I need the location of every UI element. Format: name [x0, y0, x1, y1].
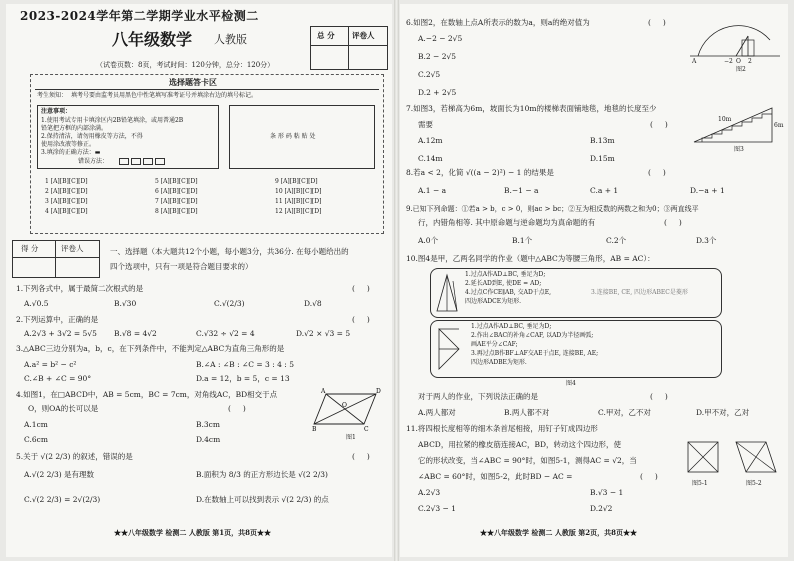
- option-b: B.3cm: [196, 420, 220, 429]
- answer-item[interactable]: 8 [A][B][C][D]: [155, 208, 198, 215]
- barcode-area: [229, 105, 375, 169]
- option-d: D.√8: [304, 299, 322, 308]
- total-score-label: 总 分: [317, 31, 335, 40]
- answer-row: [155, 208, 198, 215]
- answer-card: [30, 74, 384, 234]
- section-title-line2: 四个选项中，只有一项是符合题目要求的）: [110, 262, 253, 271]
- option-b: B.1个: [512, 236, 533, 245]
- option-b: B.√8 = 4√2: [114, 329, 157, 338]
- subject-title: 八年级数学: [112, 30, 193, 49]
- option-c: C.甲对，乙不对: [598, 408, 651, 417]
- answer-row: [275, 188, 321, 195]
- section-score-label: 得 分: [21, 244, 39, 253]
- answer-paren[interactable]: ( ): [664, 218, 682, 227]
- option-c: C.√(2 2/3) = 2√(2/3): [24, 495, 101, 504]
- option-d: D.−a + 1: [690, 186, 725, 195]
- figure-caption: 图5-1: [692, 480, 708, 487]
- jia-step: 4.过点C作CE∥AB, 交AD于点E,: [465, 289, 552, 296]
- answer-row: [155, 198, 198, 205]
- wrong-example-marks: [118, 158, 166, 165]
- svg-text:O: O: [342, 402, 347, 409]
- option-d: D.3个: [696, 236, 717, 245]
- answer-card-title: 选择题答卡区: [169, 77, 217, 87]
- section-score-box: [12, 240, 100, 278]
- yi-step: 1.过点A作AD⊥BC, 垂足为D;: [471, 323, 552, 330]
- height-label: 6m: [774, 122, 784, 129]
- answer-item[interactable]: 6 [A][B][C][D]: [155, 188, 198, 195]
- answer-item[interactable]: 5 [A][B][C][D]: [155, 178, 198, 185]
- option-c: C.∠B + ∠C = 90°: [24, 374, 92, 383]
- question-stem: 5.关于 √(2 2/3) 的叙述，错误的是: [16, 452, 133, 461]
- question-stem-line2: 需要: [418, 120, 433, 129]
- option-c: C.2√5: [418, 70, 441, 79]
- yi-step: 画AE平分∠CAF;: [471, 341, 518, 348]
- yi-step: 3.再过点B作BF⊥AF交AE于点E, 连接BE, AE;: [471, 350, 599, 357]
- answer-item[interactable]: 2 [A][B][C][D]: [45, 188, 88, 195]
- option-d: D.4cm: [196, 435, 221, 444]
- jia-step: 2.延长AD到E, 使DE = AD;: [465, 280, 542, 287]
- page-fold: [394, 0, 399, 561]
- section-title: 一、选择题（本大题共12个小题，每小题3分，共36分. 在每小题给出的: [110, 247, 349, 256]
- answer-row: [45, 198, 88, 205]
- option-d: D.a = 12，b = 5，c = 13: [196, 374, 290, 383]
- cautions-box: [37, 105, 219, 169]
- option-a: A.a² = b² − c²: [24, 360, 77, 369]
- answer-paren[interactable]: ( ): [648, 168, 666, 177]
- question-stem: 3.△ABC三边分别为a，b，c，在下列条件中，不能判定△ABC为直角三角形的是: [16, 344, 285, 353]
- question-stem: 7.如图3，若梯高为6m，坡面长为10m的楼梯表面铺地毯，地毯的长度至少: [406, 104, 657, 113]
- svg-text:A: A: [321, 388, 326, 395]
- axis-label: −2: [724, 58, 733, 65]
- answer-item[interactable]: 10 [A][B][C][D]: [275, 188, 322, 195]
- question-stem: 4.如图1，在□ABCD中，AB = 5cm，BC = 7cm，对角线AC，BD相交于点: [16, 390, 278, 399]
- figure-caption: 图3: [734, 146, 744, 153]
- option-b: B.13m: [590, 136, 615, 145]
- answer-item[interactable]: 4 [A][B][C][D]: [45, 208, 88, 215]
- question-stem: 11.将四根长度相等的细木条首尾相接，用钉子钉成四边形: [406, 424, 598, 433]
- jia-homework-box: [430, 268, 722, 318]
- question-stem: 1.下列各式中，属于最简二次根式的是: [16, 284, 144, 293]
- caution-line: 1.使用考试专用卡填涂区内2B铅笔填涂，或用普通2B: [41, 117, 184, 124]
- question-stem-line3: 它的形状改变，当∠ABC = 90°时，如图5-1，测得AC = √2，当: [418, 456, 637, 465]
- cautions-title: 注意事项：: [41, 108, 72, 115]
- answer-item[interactable]: 11 [A][B][C][D]: [275, 198, 322, 205]
- question-stem-line2: O，则OA的长可以是: [28, 404, 99, 413]
- option-a: A.√(2 2/3) 是有理数: [24, 470, 95, 479]
- answer-item[interactable]: 1 [A][B][C][D]: [45, 178, 88, 185]
- score-box: [310, 26, 388, 70]
- figure-caption: 图5-2: [746, 480, 762, 487]
- question-stem: 6.如图2，在数轴上点A所表示的数为a，则a的绝对值为: [406, 18, 590, 27]
- option-c: C.a + 1: [590, 186, 619, 195]
- notice-label: 考生须知：: [37, 92, 68, 99]
- exam-page-2: [400, 4, 788, 557]
- option-a: A.−2 − 2√5: [418, 34, 463, 43]
- option-a: A.1cm: [24, 420, 48, 429]
- caution-line: 2.保持清洁，请勿用橡皮等方法，不得: [41, 133, 143, 140]
- axis-label: O: [736, 58, 741, 65]
- option-b: B.两人都不对: [504, 408, 550, 417]
- answer-row: [155, 178, 198, 185]
- option-c: C.√(2/3): [214, 299, 245, 308]
- answer-paren[interactable]: ( ): [640, 472, 658, 481]
- axis-label: 2: [748, 58, 752, 65]
- svg-text:D: D: [376, 388, 381, 395]
- option-b: B.√30: [114, 299, 137, 308]
- figure-caption: 图2: [736, 66, 746, 73]
- staircase-figure: [692, 104, 782, 146]
- answer-row: [275, 198, 321, 205]
- option-d: D.2√2: [590, 504, 613, 513]
- option-b: B.面积为 8/3 的正方形边长是 √(2 2/3): [196, 470, 328, 479]
- option-b: B.2 − 2√5: [418, 52, 457, 61]
- answer-row: [275, 208, 321, 215]
- page-header-title: 2023-2024学年第二学期学业水平检测二: [20, 9, 259, 23]
- question-stem: 2.下列运算中，正确的是: [16, 315, 99, 324]
- jia-step-faded: 3.连接BE, CE, 四边形ABEC是菱形: [591, 289, 688, 296]
- jia-step: 1.过点A作AD⊥BC, 垂足为D;: [465, 271, 546, 278]
- answer-row: [155, 188, 198, 195]
- answer-item[interactable]: 12 [A][B][C][D]: [275, 208, 322, 215]
- parallelogram-figure: [312, 390, 382, 434]
- option-a: A.√0.5: [24, 299, 49, 308]
- option-a: A.2√3 + 3√2 = 5√5: [24, 329, 97, 338]
- svg-text:C: C: [364, 426, 369, 433]
- figure-caption: 图4: [566, 380, 576, 387]
- caution-line: 3.填涂的正确方法：▬: [41, 149, 101, 156]
- exam-page-1: [6, 4, 392, 557]
- answer-paren[interactable]: ( ): [228, 404, 246, 413]
- option-d: D.甲不对，乙对: [696, 408, 750, 417]
- answer-row: [45, 188, 88, 195]
- answer-row: [275, 178, 318, 185]
- answer-item[interactable]: 3 [A][B][C][D]: [45, 198, 88, 205]
- option-a: A.1 − a: [418, 186, 447, 195]
- grader-label: 评卷人: [352, 31, 375, 40]
- question-stem: 10.图4是甲，乙两名同学的作业（题中△ABC为等腰三角形，AB = AC）：: [406, 254, 655, 263]
- question-stem: 9.已知下列命题：①若a > b，c > 0，则ac > bc；②互为相反数的两数之和为0；③两直线平: [406, 205, 699, 213]
- option-b: B.∠A : ∠B : ∠C = 3 : 4 : 5: [196, 360, 294, 369]
- jia-triangle-figure: [435, 273, 459, 313]
- answer-paren[interactable]: ( ): [650, 120, 668, 129]
- question-stem-line2: 行，内错角相等. 其中原命题与逆命题均为真命题的有: [418, 218, 596, 227]
- caution-line: 铅笔把方框的内部涂满。: [41, 125, 108, 132]
- question-line: 对于两人的作业，下列说法正确的是: [418, 392, 538, 401]
- option-c: C.2√3 − 1: [418, 504, 457, 513]
- answer-item[interactable]: 7 [A][B][C][D]: [155, 198, 198, 205]
- yi-triangle-figure: [435, 327, 465, 371]
- section-grader-label: 评卷人: [61, 244, 84, 253]
- answer-paren[interactable]: ( ): [650, 392, 668, 401]
- option-d: D.15m: [590, 154, 615, 163]
- question-stem-line2: ABCD，用拉紧的橡皮筋连接AC，BD，转动这个四边形，使: [418, 440, 621, 449]
- option-d: D.2 + 2√5: [418, 88, 457, 97]
- yi-homework-box: [430, 320, 722, 378]
- option-d: D.√2 × √3 = 5: [296, 329, 351, 338]
- question-stem: 8.若a < 2，化简 √((a − 2)²) − 1 的结果是: [406, 168, 554, 177]
- option-b: B.√3 − 1: [590, 488, 624, 497]
- yi-step: 2.作出∠BAC的补角∠CAF, 以AD为半径画弧;: [471, 332, 594, 339]
- answer-row: [45, 208, 88, 215]
- answer-paren[interactable]: ( ): [352, 452, 370, 461]
- answer-paren[interactable]: ( ): [352, 284, 370, 293]
- option-c: C.14m: [418, 154, 443, 163]
- answer-paren[interactable]: ( ): [352, 315, 370, 324]
- jia-step: 四边形ADCE为矩形.: [465, 298, 522, 305]
- answer-item[interactable]: 9 [A][B][C][D]: [275, 178, 318, 185]
- axis-label: A: [692, 58, 697, 65]
- option-a: A.两人都对: [418, 408, 456, 417]
- page-footer: ★★八年级数学 检测二 人教版 第2页，共8页★★: [480, 528, 638, 537]
- caution-line: 使用涂改液等修正。: [41, 141, 96, 148]
- edition-label: 人教版: [214, 33, 247, 46]
- option-b: B.−1 − a: [504, 186, 539, 195]
- barcode-label: 条 形 码 粘 贴 处: [270, 133, 316, 140]
- rhombus-figure: [732, 438, 782, 476]
- option-d: D.在数轴上可以找到表示 √(2 2/3) 的点: [196, 495, 329, 504]
- notice-text: 填考号要由监考员用黑色中性笔填写准考证号并填涂右边的填号标记。: [71, 92, 258, 99]
- option-c: C.2个: [606, 236, 627, 245]
- answer-row: [45, 178, 88, 185]
- option-a: A.2√3: [418, 488, 441, 497]
- option-a: A.12m: [418, 136, 443, 145]
- svg-text:B: B: [312, 426, 317, 433]
- page-footer: ★★八年级数学 检测二 人教版 第1页，共8页★★: [114, 528, 272, 537]
- option-c: C.√32 ÷ √2 = 4: [196, 329, 255, 338]
- slope-length-label: 10m: [718, 116, 732, 123]
- question-stem-line4: ∠ABC = 60°时，如图5-2，此时BD − AC =: [418, 472, 573, 481]
- wrong-example-label: 错误方法：: [78, 158, 109, 165]
- yi-step: 四边形ADBE为矩形.: [471, 359, 527, 366]
- exam-info: （试卷页数：8页，考试时间：120分钟，总分：120分）: [96, 61, 275, 69]
- option-c: C.6cm: [24, 435, 48, 444]
- square-figure: [684, 438, 722, 476]
- option-a: A.0个: [418, 236, 439, 245]
- figure-caption: 图1: [346, 434, 356, 441]
- answer-paren[interactable]: ( ): [648, 18, 666, 27]
